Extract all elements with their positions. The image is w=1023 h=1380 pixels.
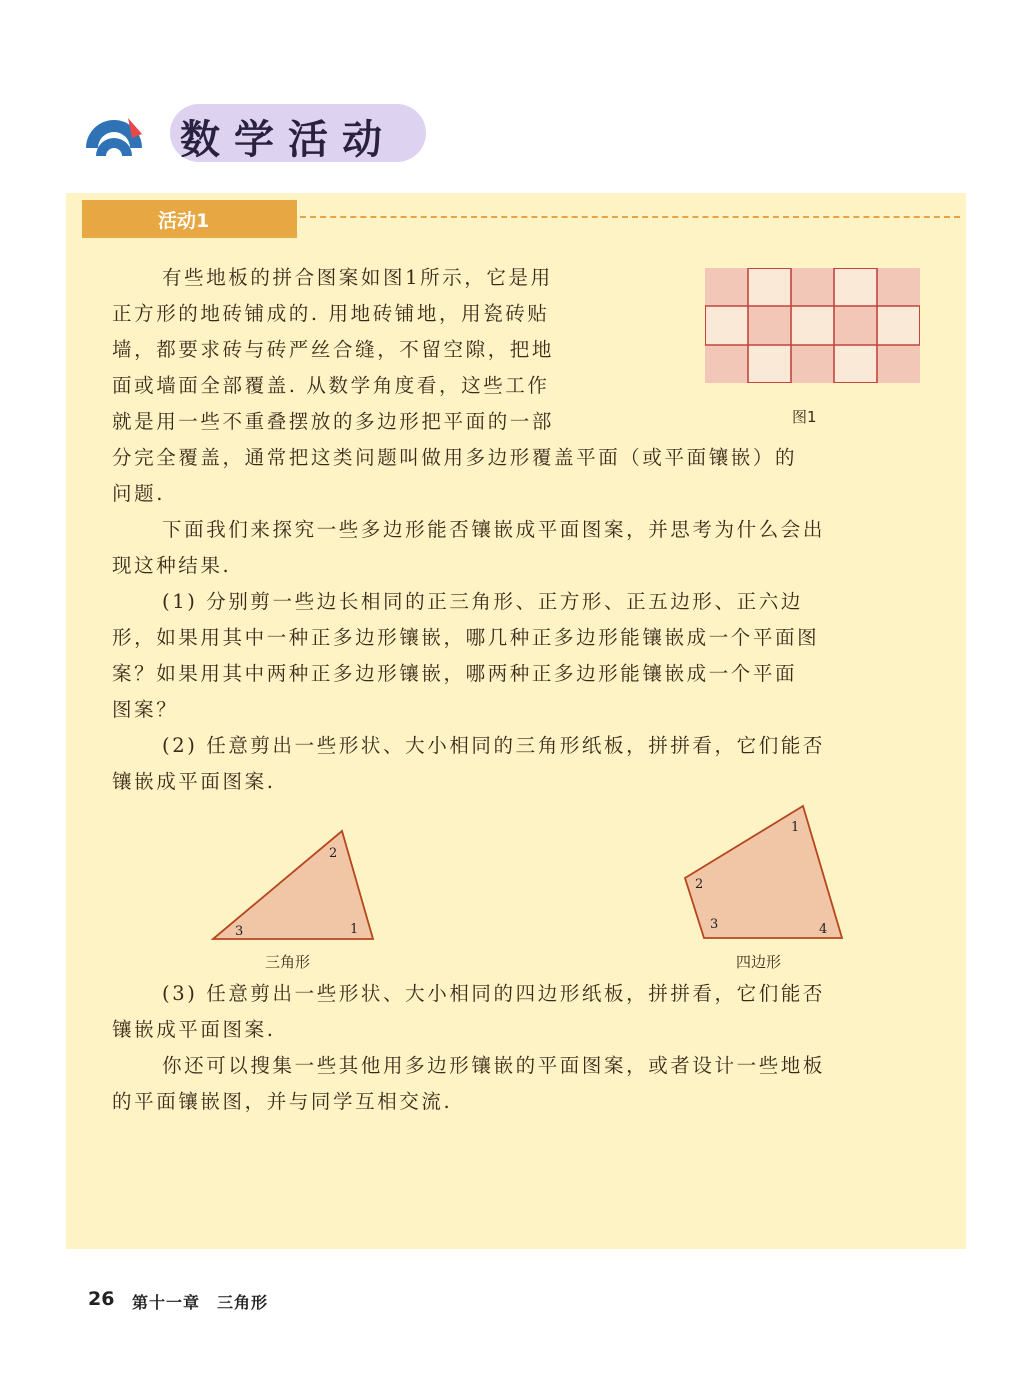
figure1-caption: 图1 [792,408,817,426]
p6-line-1: 你还可以搜集一些其他用多边形镶嵌的平面图案，或者设计一些地板 [162,1054,826,1077]
p3-line-2: 形，如果用其中一种正多边形镶嵌，哪几种正多边形能镶嵌成一个平面图 [112,626,820,649]
quad-angle-3: 3 [710,917,719,932]
figure1-tile-pattern [705,268,920,383]
page-title: 数学活动 [180,116,396,163]
section-logo-icon [82,108,146,166]
p4-line-2: 镶嵌成平面图案. [112,770,276,793]
p3-line-1: (1) 分别剪一些边长相同的正三角形、正方形、正五边形、正六边 [162,590,803,613]
activity-label: 活动1 [158,210,210,232]
dashed-divider [300,216,960,218]
triangle-angle-2: 2 [329,846,338,861]
p1-line-4: 面或墙面全部覆盖. 从数学角度看，这些工作 [112,374,550,397]
p1-line-1: 有些地板的拼合图案如图1所示，它是用 [162,266,553,289]
quadrilateral-caption: 四边形 [736,953,782,971]
quadrilateral-figure [680,800,850,945]
p1-line-2: 正方形的地砖铺成的. 用地砖铺地，用瓷砖贴 [112,302,550,325]
chapter-title: 第十一章 三角形 [132,1293,269,1312]
p1-line-6: 分完全覆盖，通常把这类问题叫做用多边形覆盖平面（或平面镶嵌）的 [112,446,798,469]
page-number: 26 [88,1288,115,1310]
p3-line-3: 案？如果用其中两种正多边形镶嵌，哪两种正多边形能镶嵌成一个平面 [112,662,798,685]
quad-angle-4: 4 [819,922,828,937]
quad-angle-1: 1 [791,820,800,835]
triangle-angle-1: 1 [350,922,359,937]
p5-line-1: (3) 任意剪出一些形状、大小相同的四边形纸板，拼拼看，它们能否 [162,982,826,1005]
p1-line-3: 墙，都要求砖与砖严丝合缝，不留空隙，把地 [112,338,555,361]
quad-angle-2: 2 [695,877,704,892]
p5-line-2: 镶嵌成平面图案. [112,1018,276,1041]
p6-line-2: 的平面镶嵌图，并与同学互相交流. [112,1090,453,1113]
p3-line-4: 图案？ [112,698,179,721]
triangle-figure [205,823,380,948]
p2-line-2: 现这种结果. [112,554,232,577]
triangle-angle-3: 3 [235,924,244,939]
p1-line-5: 就是用一些不重叠摆放的多边形把平面的一部 [112,410,555,433]
p2-line-1: 下面我们来探究一些多边形能否镶嵌成平面图案，并思考为什么会出 [162,518,826,541]
triangle-caption: 三角形 [265,953,311,971]
p1-line-7: 问题. [112,482,165,505]
p4-line-1: (2) 任意剪出一些形状、大小相同的三角形纸板，拼拼看，它们能否 [162,734,826,757]
